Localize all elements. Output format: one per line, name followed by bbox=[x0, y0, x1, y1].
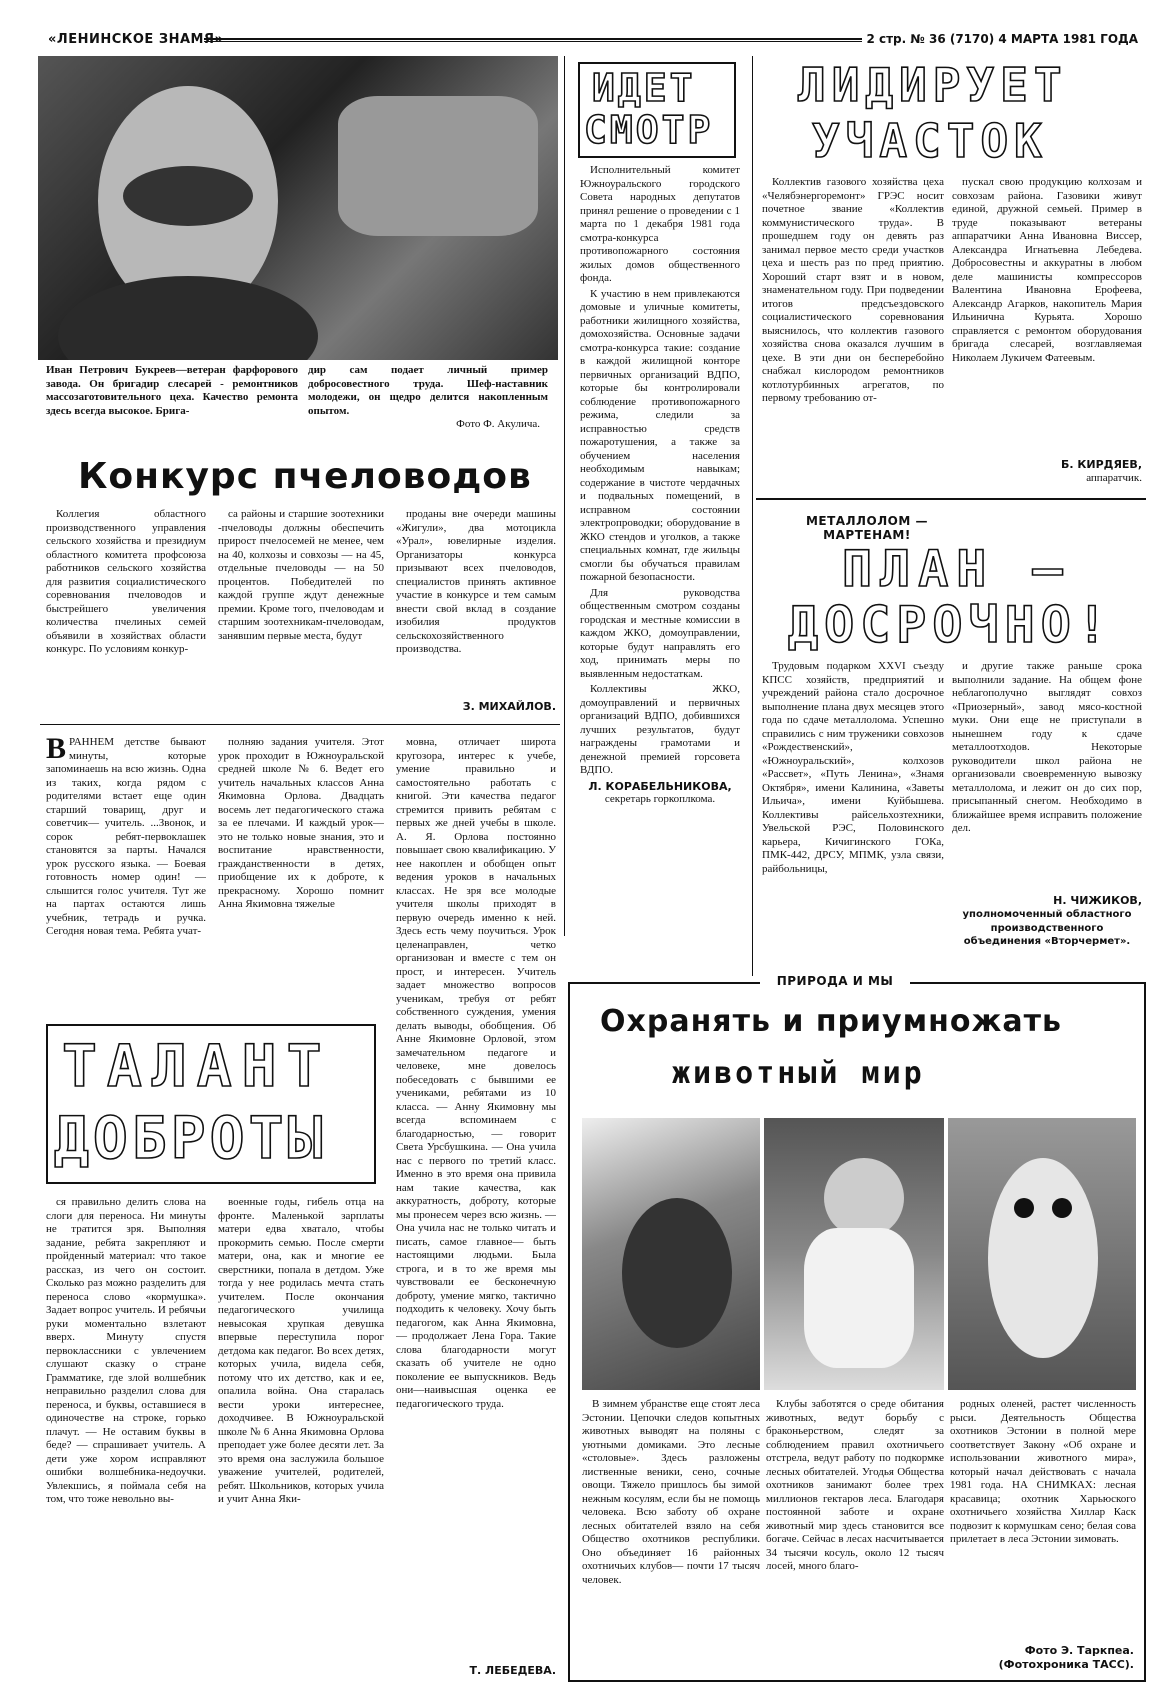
priroda-title-line2: животный мир bbox=[672, 1056, 925, 1091]
uchastok-title-line1: ЛИДИРУЕТ bbox=[798, 58, 1068, 112]
priroda-kicker: ПРИРОДА И МЫ bbox=[760, 974, 910, 988]
plan-col2: и другие также раньше срока выполнили задание. На общем фоне неблагополучно выглядят совхоз «Приозерный», завод мясо-костной муки. Они еще не приступали в нынешнем году к сдаче металлоотходов. Некоторые руководители школ района не организовали своевременную вывозку металлолома, и лежит он до сих пор, присыпанный снегом. Необходимо в ближайшее время исправить положение дел. bbox=[952, 660, 1142, 834]
plan-kicker: МЕТАЛЛОЛОМ — МАРТЕНАМ! bbox=[805, 514, 929, 542]
priroda-title-line1: Охранять и приумножать bbox=[600, 1004, 1062, 1039]
uchastok-col2: пускал свою продукцию колхозам и совхозам района. Газовики живут единой, дружной семьей. Пример в труде показывают ветераны аппаратчики Анна Ивановна Виссер, Александра Игнатьевна Лебедева. Добросовестны и аккуратны в любом деле машинисты компрессоров Валентина Ивановна Ерофеева, Александр Агарков, накопитель Мария Ильинична Курьята. Хорошо справляется с ремонтом оборудования бригада слесарей, возглавляемая Николаем Лукичем Фатеевым. bbox=[952, 176, 1142, 364]
photo1-caption-left: Иван Петрович Букреев—ветеран фарфорового завода. Он бригадир слесарей - ремонтников массозаготовительного цеха. Качество ремонта здесь всегда высокое. Брига- bbox=[46, 364, 298, 417]
dropcap: В bbox=[46, 736, 67, 765]
newspaper-name: «ЛЕНИНСКОЕ ЗНАМЯ» bbox=[48, 32, 224, 47]
konkurs-col1: Коллегия областного производственного управления сельского хозяйства и президиум областного комитета профсоюза работников сельского хозяйства для развития социалистического соревнования пчеловодов и быстрейшего увеличения количества пчелиных семей объявили в хозяйствах области конкурс. По условиям конкур- bbox=[46, 508, 206, 655]
konkurs-col2: са районы и старшие зоотехники -пчеловоды должны обеспечить прирост пчелосемей не менее, чем на 40, колхозы и совхозы — на 45, отдельные пчеловоды — на 50 процентов. Победителей по каждой группе ждут денежные премии. Кроме того, пчеловодам и старшим зоотехникам-пчеловодам, занявшим первые места, будут bbox=[218, 508, 384, 642]
photo1-caption-right: дир сам подает личный пример добросовестного труда. Шеф-наставник молодежи, он щедро делится накопленным опытом. bbox=[308, 364, 548, 417]
photo-owl bbox=[948, 1118, 1136, 1390]
issue-info: 2 стр. № 36 (7170) 4 МАРТА 1981 ГОДА bbox=[866, 32, 1138, 46]
konkurs-title: Конкурс пчеловодов bbox=[78, 456, 532, 497]
uchastok-author-role: аппаратчик. bbox=[1086, 472, 1142, 484]
plan-title-line1: ПЛАН — bbox=[842, 540, 1071, 598]
talant-col1b: ся правильно делить слова на слоги для переноса. Ни минуты не тратится зря. Выполняя задание, ребята закрепляют и пройденный материал: что такое рассказ, из чего он состоит. Сколько раз можно разделить для переноса слово «кормушка». Задает вопрос учитель. И ребячьи руки моментально взлетают вверх. Минуту спустя первоклассники с увлечением слушают сказку о стране Грамматике, где злой волшебник неправильно разделил слова для переноса, и буквы, оставшиеся в одиночестве на строке, горько плачут. — Не оставим буквы в беде? — спрашивает учитель. А дети уже хором исправляют ошибки волшебника-недоучки. Увлекшись, я поймала себя на том, что тоже невольно вы- bbox=[46, 1196, 206, 1505]
photo-hunter bbox=[764, 1118, 944, 1390]
smotr-article: Исполнительный комитет Южноуральского городского Совета народных депутатов принял решение о проведении с 1 марта по 1 декабря 1981 года смотра-конкурса противопожарного состояния жилых домов общественного фонда. К участию в нем привлекаются домовые и уличные комитеты, работники жилищного хозяйства, домохозяйства. Основные задачи смотра-конкурса такие: создание в каждой жилищной конторе первичных организаций ВДПО, которые бы контролировали соблюдение противопожарного режима, следили за исправностью средств пожаротушения, а также за обучением населения необходимым навыкам; содержание в чистоте чердачных и подвальных помещений, в исправном состоянии электропроводки; оборудование в ЖКО стендов и уголков, а также специальных комнат, где жильцы смогли бы обучаться правилам пожарной безопасности. Для руководства общественным смотром созданы городская и местные комиссии в каждом ЖКО, домоуправлении, которые будут направлять его ход, принимать меры по выявленным недостаткам. Коллективы ЖКО, домоуправлений и первичных организаций ВДПО, добившихся лучших результатов, будут награждены грамотами и денежной премией горсовета ВДПО. Л. КОРАБЕЛЬНИКОВА, секретарь горкоплкома. bbox=[580, 164, 740, 805]
priroda-col1: В зимнем убранстве еще стоят леса Эстонии. Цепочки следов копытных животных выводят на поляны с уютными домиками. Это лесные «столовые». Здесь разложены лиственные веники, сено, сочные овощи. Тяжело пришлось бы зимой нежным косулям, если бы не помощь человека. Всю заботу об охране лесных обитателей взяло на себя Общество охотников республики. Оно объединяет 16 районных охотничьих клубов— почти 17 тысяч человек. bbox=[582, 1398, 760, 1586]
uchastok-col1: Коллектив газового хозяйства цеха «Челябэнергоремонт» ГРЭС носит почетное звание «Коллектив коммунистического труда». В прошедшем году он девять раз занимал первое место среди участков цеха и шесть раз по пред приятию. Хороший старт взят и в новом, знаменательном году. При подведении итогов предсъездовского социалистического соревнования выяснилось, что коллектив газового хозяйства снова оказался лучшим в цехе. В эти дни он бесперебойно снабжал кислородом ремонтников котлотурбинных агрегатов, по первому требованию от- bbox=[762, 176, 944, 404]
masthead bbox=[48, 30, 1138, 52]
talant-col2a: полняю задания учителя. Этот урок проходит в Южноуральской средней школе № 6. Ведет его учитель начальных классов Анна Якимовна Орлова. Двадцать восемь лет педагогического стажа за ее плечами. И каждый урок—это не только новые знания, это и воспитание нравственности, гражданственности в детях, приобщение их к доброте, к прекрасному. Хорошо помнит Анна Якимовна тяжелые bbox=[218, 736, 384, 910]
priroda-col2: Клубы заботятся о среде обитания животных, ведут борьбу с браконьерством, следят за соблюдением правил охотничьего отстрела, ведут работу по подкормке лесных обитателей. Угодья Общества охотников занимают более трех миллионов гектаров леса. Благодаря постоянной заботе и охране животный мир здесь становится все богаче. Сейчас в лесах насчитывается 34 тысячи косуль, около 12 тысяч лосей, много благо- bbox=[766, 1398, 944, 1572]
plan-col1: Трудовым подарком XXVI съезду КПСС хозяйств, предприятий и учреждений района стало досрочное выполнение плана двух месяцев этого года по сдаче металлолома. Успешно справились с ним труженики совхозов «Рождественский», «Южноуральский», колхозов «Рассвет», «Путь Ленина», «Знамя Октября», имени Калинина, «Заветы Ильича», имени Куйбышева. Коллективы райсельхозтехники, Увельской РЭС, Половинского карьера, Кичигинского ГОКа, ПМК-442, ДРСУ, МПМК, узла связи, райбольницы, bbox=[762, 660, 944, 875]
smotr-title-line1: ИДЕТ bbox=[592, 66, 696, 110]
plan-title-line2: ДОСРОЧНО! bbox=[788, 596, 1113, 654]
priroda-credit2: (Фотохроника ТАСС). bbox=[998, 1658, 1134, 1671]
smotr-author-role: секретарь горкоплкома. bbox=[604, 793, 716, 805]
plan-author-role: уполномоченный областного производственного объединения «Вторчермет». bbox=[962, 909, 1132, 947]
plan-author: Н. ЧИЖИКОВ, bbox=[1053, 894, 1142, 907]
priroda-credit1: Фото Э. Таркпеа. bbox=[1024, 1644, 1134, 1657]
photo-bukreev bbox=[38, 56, 558, 360]
smotr-title-line2: СМОТР bbox=[584, 108, 714, 152]
talant-title-line1: ТАЛАНТ bbox=[62, 1032, 332, 1100]
plan-author-role-box bbox=[952, 908, 1142, 948]
talant-col1a: В РАННЕМ детстве бывают минуты, которые запоминаешь на всю жизнь. Одна из таких, когда рядом с родителями встает еще один старший товарищ, друг и советчик— учитель. ...Звонок, и сорок ребят-первоклашек становятся за парты. Начался урок русского языка. — Боевая готовность номер один! —слышится голос учителя. Тут же на партах остаются лишь учебник, тетрадь и ручка. Сегодня новая тема. Ребята учат- bbox=[46, 736, 206, 937]
masthead-rule bbox=[204, 38, 862, 42]
smotr-author: Л. КОРАБЕЛЬНИКОВА, bbox=[588, 779, 732, 793]
talant-title-line2: ДОБРОТЫ bbox=[54, 1104, 327, 1172]
konkurs-col3: проданы вне очереди машины «Жигули», два мотоцикла «Урал», ювелирные изделия. Организаторы конкурса призывают всех пчеловодов, специалистов принять активное участие в конкурсе и тем самым внести свой вклад в создание изобилия продуктов сельскохозяйственного производства. bbox=[396, 508, 556, 655]
uchastok-title-line2: УЧАСТОК bbox=[812, 114, 1048, 168]
photo1-credit: Фото Ф. Акулича. bbox=[456, 418, 540, 430]
priroda-col3: родных оленей, растет численность рыси. Деятельность Общества охотников Эстонии в полной мере соответствует Закону «Об охране и использовании животного мира», который начал действовать с начала 1981 года. НА СНИМКАХ: лесная красавица; охотник Харьюского охотничьего хозяйства Хиллар Каск подвозит к кормушкам сено; белая сова прилетает в леса Эстонии зимовать. bbox=[950, 1398, 1136, 1545]
talant-author: Т. ЛЕБЕДЕВА. bbox=[469, 1664, 556, 1677]
talant-col3: мовна, отличает широта кругозора, интерес к учебе, умение правильно и самостоятельно работать с книгой. Эти качества педагог стремится привить ребятам с первых же дней учебы в школе. А. Я. Орлова постоянно повышает свою квалификацию. У нее накоплен и обобщен опыт ведения уроков в начальных классах. Не зря все молодые учителя школы приходят в первую очередь именно к ней. Здесь есть чему поучиться. Урок целенаправлен, четко организован и вместе с тем он прост, и интересен. Учитель задает множество вопросов ученикам, требуя от ребят собственного суждения, умения делать выводы, обобщения. Об Анне Якимовне Орловой, этом замечательном педагоге и человеке, мне довелось побеседовать с бывшими ее учениками, ребятами из 10 класса. — Анну Якимовну мы всегда вспоминаем с благодарностью, — говорит Света Урсбушкина. — Она учила нас с первого по третий класс. Именно в это время она привила нам такие качества, как аккуратность, доброту, которые мы пронесем через всю жизнь. — Она учила нас не только читать и писать, самое главное— быть настоящими людьми. Была строга, и в то же время мы чувствовали ее бесконечную доброту, умение мягко, тактично подходить к человеку. Хочу быть педагогом, как Анна Якимовна, — продолжает Лена Гора. Такие слова благодарности могут сказать об учителе не одно поколение ее выпускников. Ведь они—наивысшая оценка ее педагогического труда. bbox=[396, 736, 556, 1410]
photo-deer bbox=[582, 1118, 760, 1390]
konkurs-author: З. МИХАЙЛОВ. bbox=[462, 700, 556, 713]
talant-col2b: военные годы, гибель отца на фронте. Маленькой зарплаты матери едва хватало, чтобы прокормить семью. После смерти матери, она, как и многие ее сверстники, попала в детдом. Уже тогда у нее родилась мечта стать учителем. После окончания педагогического училища невысокая хрупкая девушка впервые переступила порог детдома как педагог. Во всех детях, которых учила, видела себя, потому что их детство, как и ее, опалила война. Она старалась вести уроки интереснее, доходчивее. В Южноуральской школе № 6 Анна Якимовна Орлова преподает уже более десяти лет. За это время она заслужила большое уважение учителей, родителей, ребят. Школьников, которых учила и учит Анна Яки- bbox=[218, 1196, 384, 1505]
uchastok-author: Б. КИРДЯЕВ, bbox=[1061, 458, 1142, 471]
